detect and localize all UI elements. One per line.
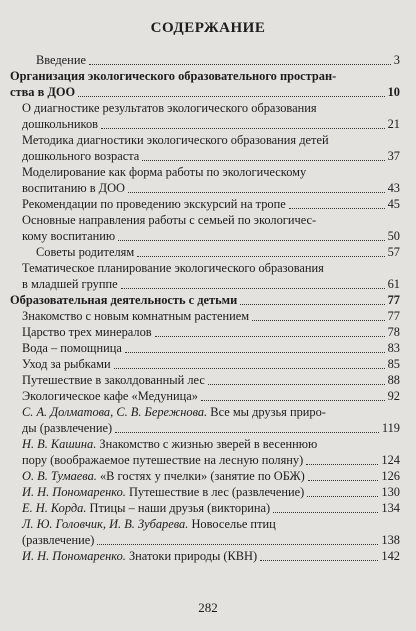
toc-entry-text: Уход за рыбками (22, 357, 111, 371)
toc-entry-line (22, 452, 303, 468)
toc-entry-line (22, 212, 316, 228)
toc-author: Л. Ю. Головчик, И. В. Зубарева. (22, 517, 189, 531)
toc-entry-text: Знатоки природы (КВН) (125, 549, 258, 563)
toc-page-number: 130 (381, 485, 400, 499)
toc-page-number: 124 (381, 453, 400, 467)
toc-entry-line (22, 116, 98, 132)
toc-author: О. В. Тумаева. (22, 469, 97, 483)
toc-entry-line (22, 164, 306, 180)
dot-leader (142, 160, 385, 161)
dot-leader (240, 304, 385, 305)
toc-entry-line (22, 388, 198, 404)
dot-leader (273, 512, 378, 513)
dot-leader (137, 256, 385, 257)
toc-entry-line (22, 100, 317, 116)
toc-entry-line (22, 436, 317, 452)
toc-page-number: 77 (387, 293, 400, 307)
toc-entry-text: ства в ДОО (10, 85, 76, 99)
toc-page-number: 57 (387, 245, 400, 259)
toc-entry-line (22, 468, 305, 484)
toc-page-number: 43 (387, 181, 400, 195)
dot-leader (114, 368, 385, 369)
toc-entry-line (22, 324, 152, 340)
toc-entry-text: Советы родителям (36, 245, 135, 259)
toc-entry-text: Методика диагностики экологического образования детей (22, 133, 329, 147)
toc-entry-line (22, 420, 112, 436)
dot-leader (121, 288, 385, 289)
toc-entry-line (10, 84, 75, 100)
dot-leader (289, 208, 385, 209)
toc-entry-text: дошкольного возраста (22, 149, 140, 163)
toc-entry-line (10, 292, 237, 308)
toc-entry-text: Моделирование как форма работы по экологическому (22, 165, 307, 179)
toc-entry-line (36, 52, 86, 68)
toc-entry-text: Птицы – наши друзья (викторина) (86, 501, 271, 515)
toc-page-number: 126 (381, 469, 400, 483)
toc-entry-text: в младшей группе (22, 277, 118, 291)
toc-page-number: 37 (387, 149, 400, 163)
toc-entry-text: дошкольников (22, 117, 98, 131)
toc-entry-text: Рекомендации по проведению экскурсий на тропе (22, 197, 286, 211)
toc-entry-text: Знакомство с новым комнатным растением (22, 309, 250, 323)
toc-entry-text: Все мы друзья приро- (207, 405, 326, 419)
toc-entry-line (22, 548, 257, 564)
toc-entry-line (22, 404, 326, 420)
toc-entry-text: О диагностике результатов экологического образования (22, 101, 317, 115)
dot-leader (201, 400, 385, 401)
toc-entry-line (22, 180, 125, 196)
toc-entry-text: Организация экологического образовательного простран- (10, 69, 337, 83)
toc-entry-text: пору (воображаемое путешествие на лесную поляну) (22, 453, 304, 467)
toc-page-number: 21 (387, 117, 400, 131)
toc-page-number: 92 (387, 389, 400, 403)
toc-entry-line (22, 308, 249, 324)
toc-page-number: 10 (387, 85, 400, 99)
toc-entry-line (36, 244, 134, 260)
dot-leader (308, 480, 378, 481)
toc-entry-line (22, 500, 270, 516)
toc-entry-text: Царство трех минералов (22, 325, 152, 339)
toc-page-number: 3 (393, 53, 400, 67)
dot-leader (97, 544, 378, 545)
toc-entry-line (10, 68, 336, 84)
toc-entry-text: Образовательная деятельность с детьми (10, 293, 238, 307)
toc-page-number: 85 (387, 357, 400, 371)
toc-entry-line (22, 132, 329, 148)
toc-entry-line (22, 340, 122, 356)
toc-author: И. Н. Пономаренко. (22, 485, 126, 499)
toc-entry-line (22, 532, 94, 548)
dot-leader (89, 64, 391, 65)
toc-page-number: 134 (381, 501, 400, 515)
page-number: 282 (198, 600, 218, 615)
toc-author: Е. Н. Корда. (22, 501, 87, 515)
toc-page-number: 45 (387, 197, 400, 211)
toc-page-number: 119 (381, 421, 400, 435)
dot-leader (125, 352, 385, 353)
dot-leader (306, 464, 378, 465)
toc-page-number: 88 (387, 373, 400, 387)
dot-leader (155, 336, 385, 337)
toc-page-number: 77 (387, 309, 400, 323)
toc-entry-text: ды (развлечение) (22, 421, 113, 435)
toc-entry-line (22, 228, 115, 244)
toc-author: И. Н. Пономаренко. (22, 549, 126, 563)
toc-entry-line (22, 516, 276, 532)
toc-entry-text: Введение (36, 53, 86, 67)
toc-page-number: 138 (381, 533, 400, 547)
toc-entry-line (22, 260, 324, 276)
toc-entry-text: (развлечение) (22, 533, 95, 547)
toc-page-number: 61 (387, 277, 400, 291)
toc-entry-text: Тематическое планирование экологического образования (22, 261, 324, 275)
page-title: СОДЕРЖАНИЕ (150, 20, 266, 36)
toc-entry-text: Знакомство с жизнью зверей в весеннюю (96, 437, 318, 451)
toc-author: С. А. Долматова, С. В. Бережнова. (22, 405, 208, 419)
dot-leader (115, 432, 379, 433)
toc-entry-line (22, 484, 304, 500)
toc-entry-text: Путешествие в лес (развлечение) (125, 485, 305, 499)
toc-page-number: 83 (387, 341, 400, 355)
toc-entry-text: «В гостях у пчелки» (занятие по ОБЖ) (96, 469, 305, 483)
dot-leader (260, 560, 378, 561)
toc-entry-text: воспитанию в ДОО (22, 181, 126, 195)
dot-leader (252, 320, 385, 321)
dot-leader (78, 96, 385, 97)
toc-entry-text: кому воспитанию (22, 229, 116, 243)
toc-entry-line (22, 372, 205, 388)
toc-page-number: 78 (387, 325, 400, 339)
dot-leader (208, 384, 385, 385)
toc-entry-text: Экологическое кафе «Медуница» (22, 389, 198, 403)
toc-entry-line (22, 356, 111, 372)
toc-page-number: 142 (381, 549, 400, 563)
dot-leader (128, 192, 385, 193)
toc-entry-text: Новоселье птиц (188, 517, 276, 531)
toc-author: Н. В. Кашина. (22, 437, 97, 451)
toc-entry-text: Вода – помощница (22, 341, 122, 355)
dot-leader (118, 240, 385, 241)
toc-page-number: 50 (387, 229, 400, 243)
toc-entry-text: Путешествие в заколдованный лес (22, 373, 205, 387)
toc-entry-text: Основные направления работы с семьей по экологичес- (22, 213, 317, 227)
dot-leader (101, 128, 385, 129)
toc-entry-line (22, 148, 139, 164)
toc-entry-line (22, 276, 118, 292)
toc-entry-line (22, 196, 286, 212)
dot-leader (307, 496, 378, 497)
